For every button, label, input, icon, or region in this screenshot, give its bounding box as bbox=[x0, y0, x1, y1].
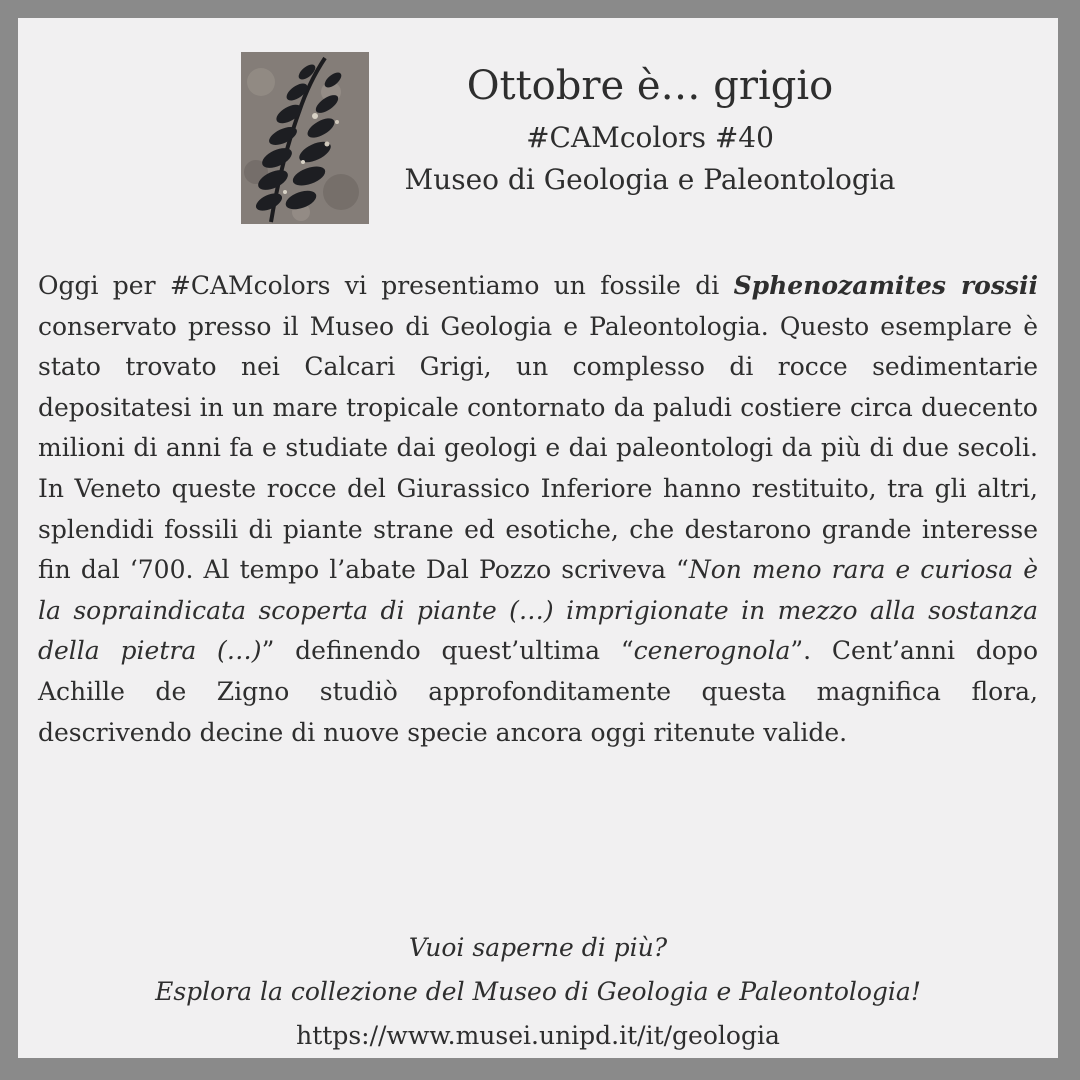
museum-name: Museo di Geologia e Paleontologia bbox=[404, 163, 896, 196]
species-name: Sphenozamites rossii bbox=[733, 271, 1038, 300]
term-cenerognola: cenerognola bbox=[633, 636, 791, 666]
museum-url-link[interactable]: https://www.musei.unipd.it/it/geologia bbox=[296, 1021, 780, 1050]
page-title: Ottobre è… grigio bbox=[466, 63, 834, 109]
body-text-2: conservato presso il Museo di Geologia e Paleontologia. Questo esemplare è stato trovato nei Calcari Grigi, un complesso di rocce sedimentarie depositatesi in un mare tropicale contornato da paludi costiere circa duecento milioni di anni fa e studiate dai geologi e dai paleontologi da più di due secoli. In Veneto queste rocce del Giurassico Inferiore hanno restituito, tra gli altri, splendidi fossili di piante strane ed esotiche, che destarono grande interesse fin dal ‘700. Al tempo l’abate Dal Pozzo scriveva “ bbox=[38, 311, 1038, 585]
hashtag-line: #CAMcolors #40 bbox=[526, 121, 774, 154]
footer bbox=[38, 926, 1038, 1058]
historical-quote: Non meno rara e curiosa è la sopraindicata scoperta di piante (…) imprigionate in mezzo alla sostanza della pietra (…) bbox=[38, 555, 1038, 666]
body-text-1: Oggi per #CAMcolors vi presentiamo un fossile di bbox=[38, 271, 734, 300]
fossil-leaf-icon bbox=[241, 52, 369, 224]
body-paragraph bbox=[38, 266, 1038, 753]
footer-cta: Vuoi saperne di più? bbox=[408, 933, 668, 962]
post-card bbox=[18, 18, 1058, 1058]
fossil-image bbox=[241, 52, 369, 224]
header bbox=[380, 62, 920, 200]
body-text-3: ” definendo quest’ultima “ bbox=[261, 636, 634, 666]
body-text-4: ”. Cent’anni dopo Achille de Zigno studiò approfonditamente questa magnifica flora, descrivendo decine di nuove specie ancora oggi ritenute valide. bbox=[38, 636, 1038, 747]
footer-explore: Esplora la collezione del Museo di Geologia e Paleontologia! bbox=[155, 977, 921, 1006]
